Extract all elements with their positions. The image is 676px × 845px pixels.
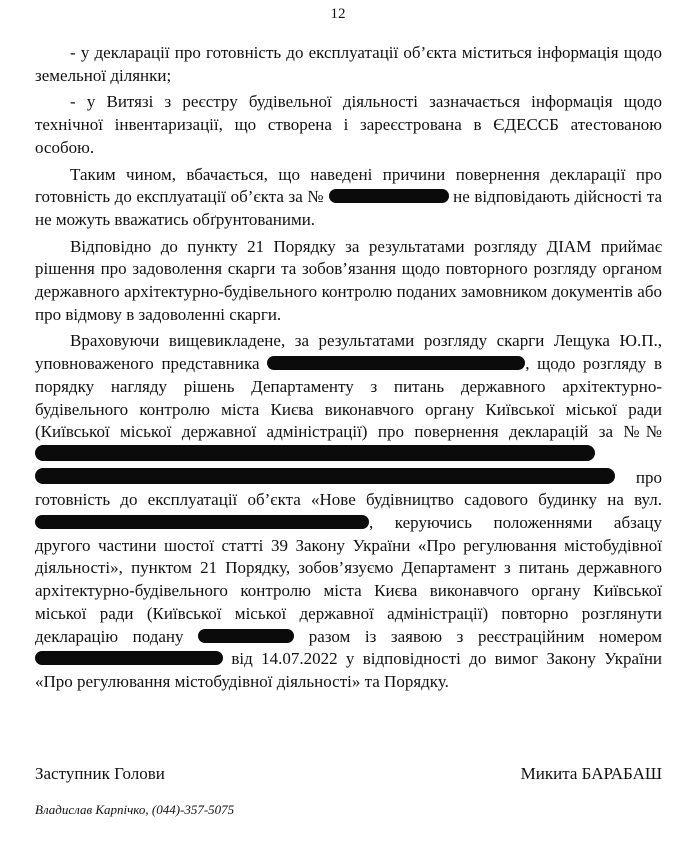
document-body bbox=[35, 42, 662, 698]
redaction-registration-number bbox=[35, 651, 223, 665]
decision-text-1: Враховуючи вищевикладене, за результатами розгляду скарги Лещука Ю.П., уповноваженого представника bbox=[35, 331, 662, 374]
decision-text-2: , щодо розгляду в порядку нагляду рішень Департаменту з питань державного архітектурно-будівельного контролю міста Києва виконавчого органу Київської міської ради (Київської міської державної адміністрації) про повернення декларацій за №№ bbox=[35, 354, 662, 442]
paragraph-bullet-land: - у декларації про готовність до експлуатації об’єкта міститься інформація щодо земельної ділянки; bbox=[35, 43, 662, 85]
decision-text-4: , керуючись положеннями абзацу другого частини шостої статті 39 Закону України «Про регулювання містобудівної діяльності», пунктом 21 Порядку, зобов’язуємо Департамент з питань державного архітектурно-будівельного контролю міста Києва виконавчого органу Київської міської ради (Київської міської державної адміністрації) повторно розглянути декларацію подану bbox=[35, 513, 662, 646]
executor-contact: Владислав Карпічко, (044)-357-5075 bbox=[35, 802, 235, 817]
signatory-name: Микита БАРАБАШ bbox=[520, 764, 662, 783]
paragraph-bullet-inventory: - у Витязі з реєстру будівельної діяльності зазначається інформація щодо технічної інвентаризації, що створена і зареєстрована в ЄДЕССБ атестованою особою. bbox=[35, 92, 662, 157]
decision-text-6: від 14.07.2022 у відповідності до вимог Закону України «Про регулювання містобудівної діяльності» та Порядку. bbox=[35, 649, 663, 691]
redaction-declaration-numbers-2 bbox=[35, 468, 615, 484]
paragraph-decision bbox=[35, 330, 662, 693]
decision-text-3: про готовність до експлуатації об’єкта «Нове будівництво садового будинку на вул. bbox=[35, 467, 662, 510]
redaction-address bbox=[35, 515, 369, 529]
conclusion-text-start: Таким чином, вбачається, що наведені причини повернення декларації про готовність до експлуатації об’єкта за № bbox=[35, 164, 662, 207]
paragraph-conclusion bbox=[35, 164, 662, 232]
redaction-declaration-numbers-1 bbox=[35, 445, 595, 461]
redaction-applicant bbox=[198, 629, 294, 643]
paragraph-procedure: Відповідно до пункту 21 Порядку за результатами розгляду ДІАМ приймає рішення про задоволення скарги та зобов’язання щодо повторного розгляду органом державного архітектурно-будівельного контролю поданих замовником документів або про відмову в задоволенні скарги. bbox=[35, 236, 662, 324]
redaction-declaration-number bbox=[329, 189, 449, 203]
page-number: 12 bbox=[330, 6, 346, 22]
conclusion-text-end: не відповідають дійсності та не можуть вважатись обґрунтованими. bbox=[35, 187, 663, 229]
decision-text-5: разом із заявою з реєстраційним номером bbox=[308, 626, 663, 646]
signatory-position: Заступник Голови bbox=[35, 764, 165, 783]
redaction-representative bbox=[267, 356, 525, 370]
